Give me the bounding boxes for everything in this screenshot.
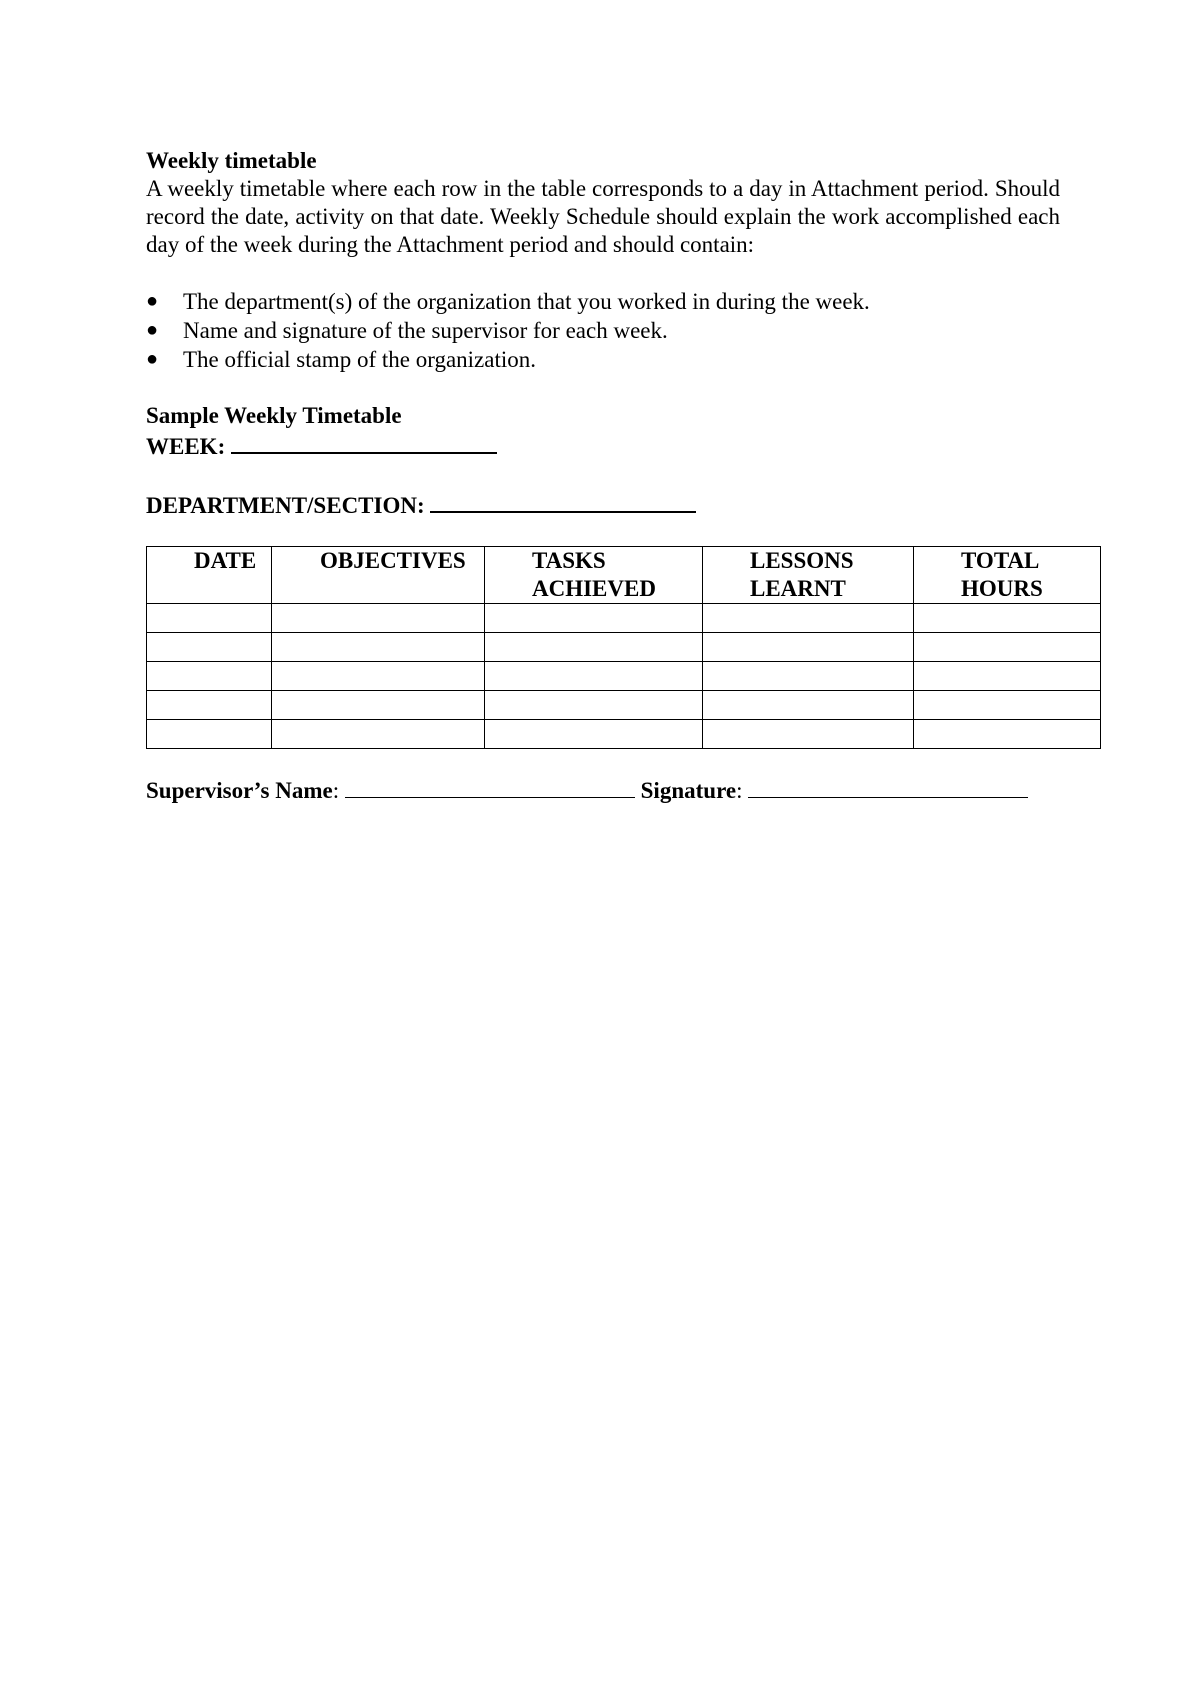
table-row — [147, 604, 1101, 633]
week-blank-line — [231, 430, 497, 454]
signature-blank[interactable] — [748, 775, 1028, 798]
week-label: WEEK: — [146, 434, 226, 459]
department-blank-line — [430, 489, 696, 513]
col-header-total-hours: TOTAL HOURS — [914, 547, 1101, 604]
col-header-tasks-achieved: TASKS ACHIEVED — [485, 547, 703, 604]
table-row — [147, 633, 1101, 662]
supervisor-name-label: Supervisor’s Name — [146, 778, 333, 803]
list-item: ● The department(s) of the organization that you worked in during the week. — [146, 289, 870, 314]
intro-paragraph: A weekly timetable where each row in the table corresponds to a day in Attachment period. Should record the date, activity on that date. Weekly Schedule should explain the work accomplished each day of the week during the Attachment period and should contain: — [146, 176, 1060, 257]
col-header-objectives: OBJECTIVES — [272, 547, 485, 604]
col-header-date: DATE — [147, 547, 272, 604]
col-header-lessons-learnt: LESSONS LEARNT — [703, 547, 914, 604]
section-title: Weekly timetable — [146, 148, 317, 173]
sample-title: Sample Weekly Timetable — [146, 403, 402, 428]
table-row — [147, 720, 1101, 749]
week-field — [146, 430, 1060, 461]
bullet-icon: ● — [146, 319, 159, 341]
table-row — [147, 691, 1101, 720]
document-page — [146, 146, 1060, 828]
signature-label: Signature — [640, 778, 737, 803]
requirements-list — [146, 287, 1060, 374]
list-item: ● The official stamp of the organization. — [146, 347, 536, 372]
table-row — [147, 662, 1101, 691]
department-label: DEPARTMENT/SECTION: — [146, 493, 425, 518]
supervisor-name-blank[interactable] — [345, 775, 635, 798]
header-row — [147, 547, 1101, 604]
bullet-icon: ● — [146, 290, 159, 312]
list-item: ● Name and signature of the supervisor for each week. — [146, 318, 668, 343]
department-field — [146, 489, 1060, 520]
weekly-timetable — [146, 546, 1101, 749]
signoff-line: Supervisor’s Name: Signature: — [146, 775, 1060, 805]
bullet-icon: ● — [146, 348, 159, 370]
